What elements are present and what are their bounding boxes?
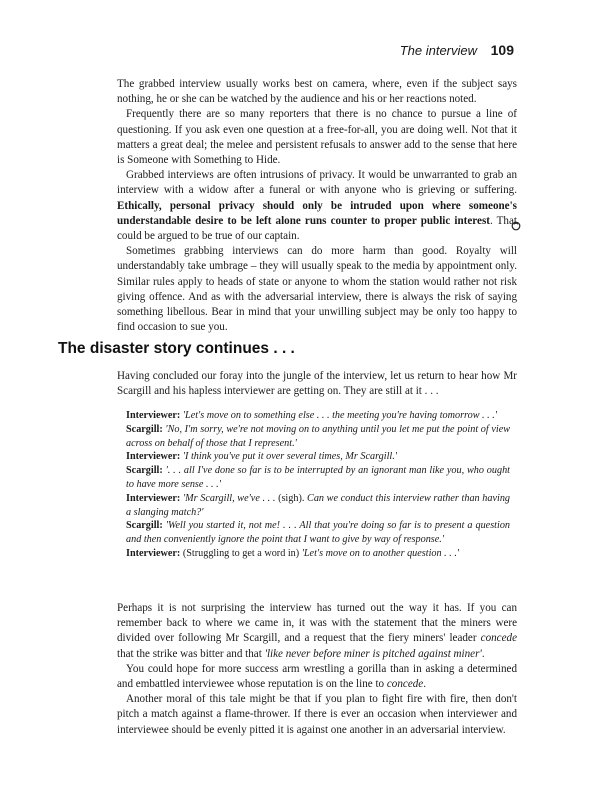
emphasis: concede [480, 632, 517, 645]
page-number: 109 [490, 42, 514, 58]
privacy-emphasis: Ethically, personal privacy should only be intruded upon where someone's understandable desire to be left alone runs counter to proper public interest [117, 199, 517, 227]
analysis-paragraph: Another moral of this tale might be that if you plan to fight fire with fire, then don't pitch a match against a flame-thrower. If there is ever an occasion when interviewer and interviewee should be evenly pitted it is against one another in an adversarial interview. [117, 693, 517, 736]
text-run: Perhaps it is not surprising the interview has turned out the way it has. If you can remember back to where we came in, it was with the statement that the miners were divided over following Mr Scargill, and a request that the fiery miners' leader [117, 602, 517, 645]
spoken-text: 'I think you've put it over several times, Mr Scargill.' [182, 451, 397, 463]
emphasis: concede [386, 678, 424, 691]
speaker-label: Interviewer: [126, 547, 181, 559]
margin-cursor-icon [511, 221, 521, 231]
privacy-lead: Grabbed interviews are often intrusions of privacy. It would be unwarranted to grab an interview with a widow after a funeral or with anyone who is grieving or suffering. [117, 169, 517, 197]
analysis-text [117, 601, 517, 738]
intro-text [117, 369, 517, 399]
paragraph: Sometimes grabbing interviews can do more harm than good. Royalty will understandably take umbrage – they will usually speak to the media by appointment only. Similar rules apply to heads of state or anyone to whom the station would rather not risk giving offence. And as with the adversarial interview, there is always the risk of saying something libellous. Bear in mind that your unwilling subject may be only too happy to find occasion to sue you. [117, 245, 517, 334]
stage-direction: (Struggling to get a word in) [180, 547, 302, 559]
transcript-line [126, 423, 510, 451]
spoken-text: 'Mr Scargill, we've . . . [182, 492, 276, 504]
section-one-text [117, 77, 517, 335]
spoken-text: 'Let's move on to something else . . . the meeting you're having tomorrow . . .' [182, 410, 497, 421]
speaker-label: Scargill: [126, 423, 163, 435]
analysis-paragraph [117, 601, 517, 662]
transcript-line [126, 547, 510, 561]
section-heading: The disaster story continues . . . [58, 340, 295, 357]
text-run: . [481, 647, 485, 660]
transcript-line [126, 492, 510, 520]
intro-paragraph: Having concluded our foray into the jungle of the interview, let us return to hear how Mr Scargill and his hapless interviewer are getting on. They are still at it . . . [117, 370, 517, 398]
transcript-line [126, 464, 510, 492]
stage-direction: (sigh). [275, 492, 308, 504]
text-run: that the strike was bitter and that [117, 647, 265, 660]
speaker-label: Interviewer: [126, 410, 181, 421]
spoken-text: 'Let's move on to another question . . .' [301, 547, 460, 559]
emphasis: 'like never before miner is pitched against miner' [264, 647, 482, 660]
paragraph: Frequently there are so many reporters that there is no chance to pursue a line of questioning. If you ask even one question at a free-for-all, you are doing well. Not that it matters a great deal; the melee and persistent refusals to answer add to the sense that here is Someone with Something to Hide. [117, 108, 517, 167]
text-run: You could hope for more success arm wrestling a gorilla than in asking a determined and embattled interviewee whose reputation is on the line to [117, 662, 517, 691]
transcript-line [126, 519, 510, 547]
text-run: . [423, 678, 426, 691]
speaker-label: Interviewer: [126, 492, 181, 504]
transcript-line [126, 409, 510, 423]
spoken-text: 'Well you started it, not me! . . . All that you're doing so far is to present a question and then conveniently ignore the point that I want to give by way of response.' [126, 520, 511, 546]
privacy-tail: . That could be argued to be true of our captain. [117, 214, 517, 243]
speaker-label: Interviewer: [126, 451, 181, 463]
running-head-title: The interview [399, 43, 478, 58]
privacy-paragraph [117, 168, 517, 244]
transcript-line [126, 450, 510, 464]
speaker-label: Scargill: [126, 465, 163, 477]
spoken-text: 'No, I'm sorry, we're not moving on to anything until you let me put the point of view across on behalf of those that I represent.' [126, 423, 511, 449]
running-head [214, 42, 514, 59]
spoken-text: Can we conduct this interview rather than having a slanging match?' [126, 492, 511, 518]
analysis-paragraph [117, 662, 517, 692]
interview-transcript [126, 409, 510, 561]
paragraph: The grabbed interview usually works best on camera, where, even if the subject says nothing, he or she can be watched by the audience and his or her reactions noted. [117, 78, 517, 106]
spoken-text: '. . . all I've done so far is to be interrupted by an ignorant man like you, who ought to have more sense . . .' [126, 465, 511, 490]
speaker-label: Scargill: [126, 520, 163, 532]
